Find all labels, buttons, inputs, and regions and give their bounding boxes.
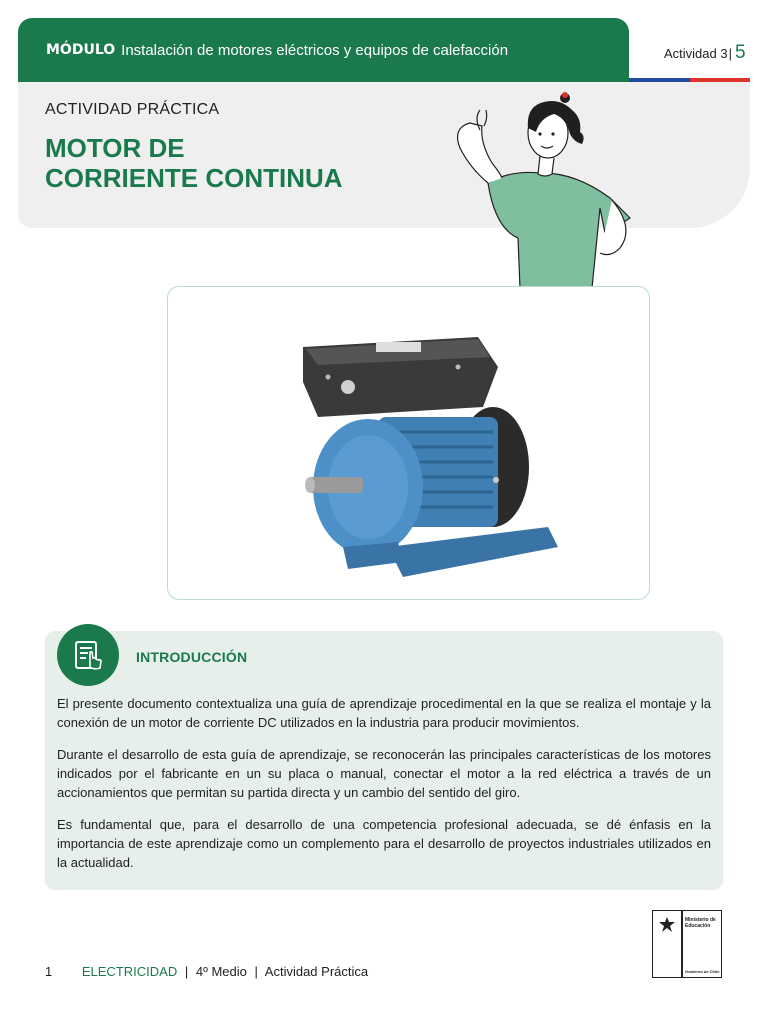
introduction-text [57, 694, 711, 885]
dc-motor-photo [228, 307, 588, 587]
footer-doc-type: Actividad Práctica [264, 964, 369, 979]
footer-level: 4º Medio [195, 964, 247, 979]
intro-paragraph-1: El presente documento contextualiza una guía de aprendizaje procedimental en la que se realiza el montaje y la conexión de un motor de corriente DC utilizados en la industria para producir movimientos. [57, 696, 711, 730]
teacher-illustration [440, 88, 650, 288]
module-title: Instalación de motores eléctricos y equipos de calefacción [121, 41, 509, 59]
government-name: Gobierno de Chile [685, 969, 720, 974]
header-page-number: 5 [734, 42, 746, 63]
intro-paragraph-2: Durante el desarrollo de esta guía de aprendizaje, se reconocerán las principales características de los motores indicados por el fabricante en un su placa o manual, conectar el motor a la red eléctrica a través de un accionamientos que permitan su partida directa y un cambio del sentido del giro. [57, 747, 711, 800]
activity-indicator [664, 42, 746, 64]
footer-separator-1: | [184, 964, 189, 979]
ministry-name: Ministerio de Educación [685, 917, 716, 929]
intro-paragraph-3: Es fundamental que, para el desarrollo de una competencia profesional adecuada, se dé énfasis en la importancia de este aprendizaje como un complemento para el desarrollo de proyectos industriales utilizados en la actualidad. [57, 817, 711, 870]
activity-separator: | [728, 46, 732, 61]
page-footer [45, 964, 368, 979]
module-header [18, 18, 629, 82]
page-title-line-1: MOTOR DE [45, 133, 185, 163]
module-label: MÓDULO [46, 42, 116, 58]
footer-page-number: 1 [45, 964, 53, 979]
document-hand-icon [57, 624, 119, 686]
page-title [45, 133, 343, 193]
activity-label: Actividad 3 [664, 46, 728, 61]
footer-separator-2: | [254, 964, 258, 979]
footer-subject: ELECTRICIDAD [81, 964, 178, 979]
page-title-line-2: CORRIENTE CONTINUA [45, 163, 343, 193]
chile-crest-icon [657, 916, 677, 936]
ministry-logo [652, 910, 722, 978]
introduction-heading: INTRODUCCIÓN [136, 649, 248, 665]
activity-type: ACTIVIDAD PRÁCTICA [45, 101, 220, 118]
motor-image-frame [167, 286, 650, 600]
